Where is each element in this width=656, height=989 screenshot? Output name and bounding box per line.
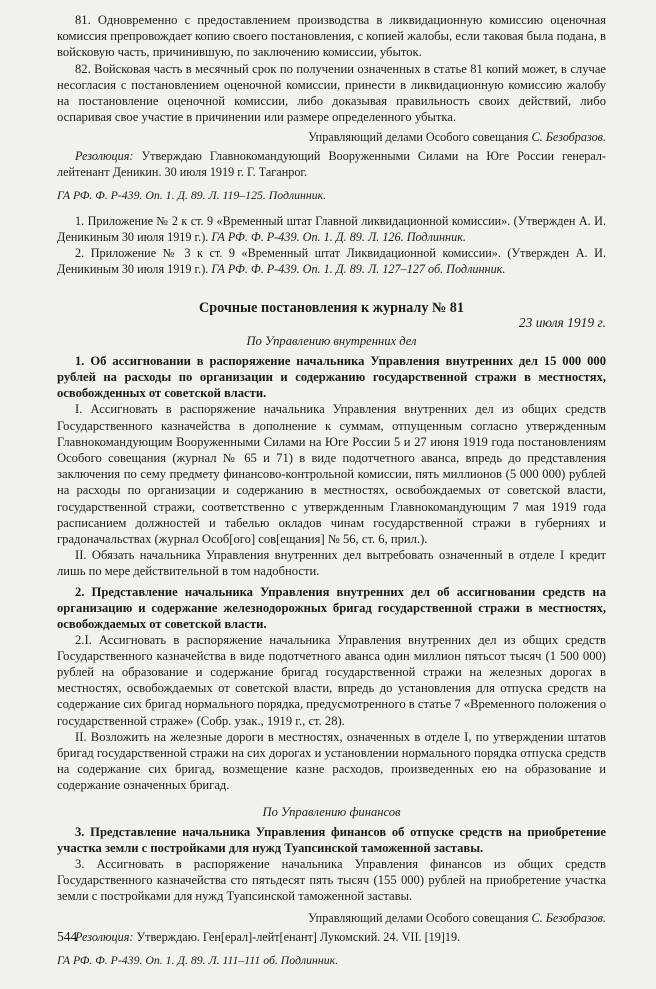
- item-2-heading: 2. Представление начальника Управления внутренних дел об ассигновании средств на организацию и содержание железнодорожных бригад государственной стражи в местностях, освобождаемых от советской власти.: [57, 584, 606, 631]
- department-heading-internal: По Управлению внутренних дел: [246, 334, 417, 349]
- appendix-note-1: [57, 213, 606, 245]
- item-2-part-i: 2.I. Ассигновать в распоряжение начальника Управления внутренних дел из общих средств Государственного казначейства в виде подотчетного аванса один миллион пятьсот тысяч (1 500 000) рублей на образование и содержание бригад государственной стражи на железных дорогах в местностях, освобождаемых от советской власти, впредь до установления для отпуска средств на содержание сих бригад нормального порядка, предусмотренного в статье 7 «Временного положения о государственной страже» (Собр. узак., 1919 г., ст. 28).: [57, 632, 606, 728]
- section-signature-name: С. Безобразов.: [531, 911, 606, 926]
- item-1-part-i: I. Ассигновать в распоряжение начальника Управления внутренних дел из общих средств Государственного казначейства в дополнение к суммам, отпущенным согласно утвержденным Главнокомандующим Вооруженными Силами на Юге России 5 и 27 июня 1919 года постановлениям Особого совещания (журнал № 65 и 71) в виде подотчетного аванса, впредь до представления заключения по сему предмету финансово-контрольной комиссии, пять миллионов (5 000 000) рублей на расходы по организации и содержанию в местностях, освобождаемых от советской власти, государственной стражи, соответственно с утвержденным Главнокомандующим 7 мая 1919 года расписанием должностей и табелью окладов чинам государственной стражи в губерниях и градоначальствах (журнал Особ[ого] сов[ещания] № 56, ст. 6, прил.).: [57, 402, 606, 547]
- section-resolution: [57, 929, 606, 945]
- section-date: 23 июля 1919 г.: [518, 315, 606, 331]
- item-3-text: 3. Ассигновать в распоряжение начальника Управления финансов из общих средств Государственного казначейства сто пятьдесят пять тысяч (155 000) рублей на приобретение участка земли с постройками для нужд Туапсинской таможенной заставы.: [57, 856, 606, 904]
- signature-label: Управляющий делами Особого совещания: [308, 130, 532, 145]
- section-resolution-label: Резолюция:: [75, 930, 134, 945]
- signature-line: [57, 129, 606, 145]
- item-3-heading: 3. Представление начальника Управления финансов об отпуске средств на приобретение участка земли с постройками для нужд Туапсинской таможенной заставы.: [57, 824, 606, 855]
- item-1-part-ii: II. Обязать начальника Управления внутренних дел вытребовать означенный в отделе I кредит лишь по мере действительной в том надобности.: [57, 548, 606, 579]
- appendix-note-1-source: ГА РФ. Ф. Р-439. Оп. 1. Д. 89. Л. 126. Подлинник.: [211, 230, 466, 245]
- appendix-note-1-text: 1. Приложение № 2 к ст. 9 «Временный штат Главной ликвидационной комиссии». (Утвержден А. И. Деникиным 30 июля 1919 г.).: [57, 214, 606, 245]
- section-resolution-text: Утверждаю. Ген[ерал]-лейт[енант] Лукомский. 24. VII. [19]19.: [133, 930, 461, 945]
- appendix-note-2: [57, 245, 606, 277]
- resolution-text: Утверждаю Главнокомандующий Вооруженными Силами на Юге России генерал-лейтенант Деникин. 30 июля 1919 г. Г. Таганрог.: [57, 149, 606, 180]
- item-2-part-ii: II. Возложить на железные дороги в местностях, означенных в отделе I, по утверждении штатов бригад государственной стражи на сих дорогах и установлении нормального порядка отпуска средств на содержание сих бригад, возмещение казне расходов, произведенных ею на образование и содержание означенных бригад.: [57, 729, 606, 793]
- paragraph-81: 81. Одновременно с предоставлением производства в ликвидационную комиссию оценочная комиссия препровождает копию своего постановления, с копией жалобы, если таковая была подана, в войсковую часть, причинившую, по заключению комиссии, убыток.: [57, 13, 606, 60]
- appendix-note-2-text: 2. Приложение № 3 к ст. 9 «Временный штат Ликвидационной комиссии». (Утвержден А. И. Деникиным 30 июля 1919 г.).: [57, 246, 606, 277]
- resolution-label: Резолюция:: [75, 149, 134, 164]
- section-archive-reference: ГА РФ. Ф. Р-439. Оп. 1. Д. 89. Л. 111–111 об. Подлинник.: [57, 953, 339, 968]
- paragraph-82: 82. Войсковая часть в месячный срок по получении означенных в статье 81 копий может, в случае несогласия с постановлением оценочной комиссии, принести в ликвидационную комиссию жалобу на постановление оценочной комиссии, либо доказывая правильность своих действий, либо оспаривая свое участие в причинении или размере определенного убытка.: [57, 61, 606, 125]
- section-signature-label: Управляющий делами Особого совещания: [308, 911, 532, 926]
- page-number: 544: [57, 929, 78, 944]
- signature-name: С. Безобразов.: [531, 130, 606, 145]
- section-signature-line: [57, 910, 606, 926]
- archive-reference: ГА РФ. Ф. Р-439. Оп. 1. Д. 89. Л. 119–125. Подлинник.: [57, 188, 327, 203]
- item-1-heading: 1. Об ассигновании в распоряжение начальника Управления внутренних дел 15 000 000 рублей на расходы по организации и содержанию государственной стражи в местностях, освобожденных от советской власти.: [57, 354, 606, 401]
- appendix-note-2-source: ГА РФ. Ф. Р-439. Оп. 1. Д. 89. Л. 127–127 об. Подлинник.: [211, 262, 506, 277]
- section-title: Срочные постановления к журналу № 81: [199, 300, 464, 317]
- department-heading-finance: По Управлению финансов: [262, 804, 401, 819]
- resolution: [57, 148, 606, 180]
